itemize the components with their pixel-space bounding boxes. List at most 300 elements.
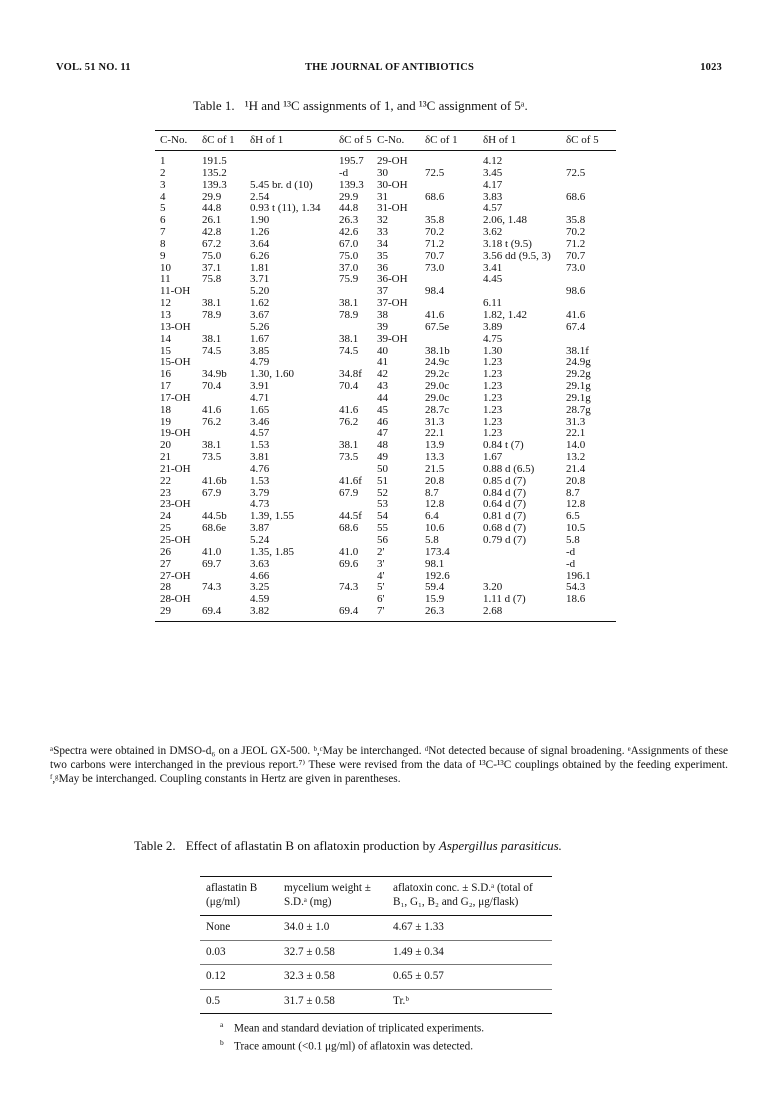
table2-body bbox=[200, 916, 552, 1013]
table-cell: 4.66 bbox=[250, 569, 270, 582]
table-cell: 1.67 bbox=[250, 332, 270, 345]
table-cell: 27 bbox=[160, 557, 171, 570]
table-cell: 3' bbox=[377, 557, 385, 570]
table-cell: 19 bbox=[160, 415, 171, 428]
table-cell: 22.1 bbox=[425, 427, 445, 440]
table-row bbox=[155, 594, 616, 606]
table-cell: 72.5 bbox=[566, 166, 586, 179]
table-cell: 39 bbox=[377, 320, 388, 333]
table1-header-right-dc5: δC of 5 bbox=[566, 134, 599, 146]
table-cell: 20 bbox=[160, 439, 171, 452]
table-cell: None bbox=[206, 921, 231, 933]
table-cell: 22 bbox=[160, 474, 171, 487]
table1-caption-text: ¹H and ¹³C assignments of 1, and ¹³C assignment of 5ᵃ. bbox=[244, 98, 528, 113]
table-cell: 26.3 bbox=[339, 214, 359, 227]
table1-bottom-rule bbox=[155, 621, 616, 622]
table-cell: 71.2 bbox=[425, 237, 445, 250]
table-cell: 54 bbox=[377, 510, 388, 523]
table-cell: 3.91 bbox=[250, 380, 270, 393]
table-row bbox=[155, 535, 616, 547]
table-cell: 20.8 bbox=[566, 474, 586, 487]
table-cell: 5.8 bbox=[566, 534, 580, 546]
table-cell: 48 bbox=[377, 439, 388, 452]
table-cell: 18 bbox=[160, 403, 171, 416]
table-cell: 73.0 bbox=[425, 261, 445, 274]
table-cell: 5.45 br. d (10) bbox=[250, 178, 313, 191]
table-row bbox=[155, 476, 616, 488]
table-cell: 5.24 bbox=[250, 534, 270, 546]
table-cell: 7 bbox=[160, 226, 166, 239]
table-cell: 2.54 bbox=[250, 190, 270, 203]
table-cell: 0.65 ± 0.57 bbox=[393, 970, 444, 982]
table-cell: 34 bbox=[377, 237, 388, 250]
table-cell: 71.2 bbox=[566, 237, 586, 250]
table2-bottom-rule bbox=[200, 1013, 552, 1014]
table-cell: 0.93 t (11), 1.34 bbox=[250, 202, 321, 215]
table-cell: 19-OH bbox=[160, 427, 191, 440]
table-cell: 3.64 bbox=[250, 237, 270, 250]
table-cell: 74.3 bbox=[202, 581, 222, 594]
table-cell: 70.7 bbox=[566, 249, 586, 262]
table-cell: 26 bbox=[160, 545, 171, 558]
table-cell: 17-OH bbox=[160, 391, 191, 404]
table-cell: 2 bbox=[160, 166, 166, 179]
table-cell: 38.1 bbox=[202, 297, 222, 310]
table-cell: 3.62 bbox=[483, 226, 503, 239]
table-cell: 1.26 bbox=[250, 226, 270, 239]
table-cell: 39-OH bbox=[377, 332, 408, 345]
table-cell: 38.1 bbox=[339, 439, 359, 452]
table-cell: 1.23 bbox=[483, 391, 503, 404]
table-row bbox=[155, 168, 616, 180]
table2-note-a-text: Mean and standard deviation of triplicated experiments. bbox=[234, 1022, 485, 1035]
table1-body bbox=[155, 156, 616, 618]
table-cell: 41.0 bbox=[339, 545, 359, 558]
table-cell: 4' bbox=[377, 569, 385, 582]
table2-col2-header-line2: S.D.ᵃ (mg) bbox=[284, 896, 332, 908]
table-cell: 3.45 bbox=[483, 166, 503, 179]
table-cell: 24.9c bbox=[425, 356, 450, 369]
table-cell: 59.4 bbox=[425, 581, 445, 594]
table-cell: 22.1 bbox=[566, 427, 586, 440]
table-cell: 8 bbox=[160, 237, 166, 250]
table1 bbox=[155, 130, 616, 622]
table-cell: 44 bbox=[377, 391, 388, 404]
table-cell: 68.6 bbox=[339, 522, 359, 535]
table-cell: 6.5 bbox=[566, 510, 580, 523]
table-cell: 139.3 bbox=[202, 178, 227, 191]
table-cell: 70.7 bbox=[425, 249, 445, 262]
table2-col2-header-line1: mycelium weight ± bbox=[284, 882, 371, 894]
table-cell: 1.23 bbox=[483, 403, 503, 416]
table-cell: 28-OH bbox=[160, 593, 191, 606]
table2-label: Table 2. bbox=[134, 838, 176, 853]
table-cell: 0.79 d (7) bbox=[483, 534, 527, 546]
table-cell: 74.5 bbox=[339, 344, 359, 357]
table-row bbox=[155, 571, 616, 583]
table-cell: 13.9 bbox=[425, 439, 445, 452]
table-row bbox=[155, 393, 616, 405]
table-row bbox=[200, 916, 552, 940]
table1-header-left-dh1: δH of 1 bbox=[250, 134, 284, 146]
table-cell: 1.23 bbox=[483, 368, 503, 381]
table2-note-b-mark: b bbox=[220, 1037, 224, 1047]
table-cell: 1.30 bbox=[483, 344, 503, 357]
table-cell: 3.25 bbox=[250, 581, 270, 594]
table-cell: 1.30, 1.60 bbox=[250, 368, 294, 381]
table-cell: 37.0 bbox=[339, 261, 359, 274]
table-cell: 37-OH bbox=[377, 297, 408, 310]
table-cell: 0.64 d (7) bbox=[483, 498, 527, 511]
table-row bbox=[155, 334, 616, 346]
table-cell: 67.5e bbox=[425, 320, 450, 333]
table-cell: 4.71 bbox=[250, 391, 270, 404]
table-cell: 6.26 bbox=[250, 249, 270, 262]
table-cell: 46 bbox=[377, 415, 388, 428]
table-cell: 5' bbox=[377, 581, 385, 594]
table-cell: 3.41 bbox=[483, 261, 503, 274]
table-cell: 78.9 bbox=[202, 308, 222, 321]
table-cell: 3.83 bbox=[483, 190, 503, 203]
table-cell: 55 bbox=[377, 522, 388, 535]
table-cell: 11 bbox=[160, 273, 171, 286]
table-cell: 49 bbox=[377, 451, 388, 464]
table-cell: 47 bbox=[377, 427, 388, 440]
table-cell: 29.0c bbox=[425, 391, 450, 404]
table-cell: 4.67 ± 1.33 bbox=[393, 921, 444, 933]
table-cell: 32.3 ± 0.58 bbox=[284, 970, 335, 982]
table-cell: 68.6 bbox=[566, 190, 586, 203]
table-cell: 37.1 bbox=[202, 261, 222, 274]
table-cell: 8.7 bbox=[425, 486, 439, 499]
table-cell: 33 bbox=[377, 226, 388, 239]
table-cell: 29.0c bbox=[425, 380, 450, 393]
page-number: 1023 bbox=[700, 62, 722, 73]
table-cell: 31.7 ± 0.58 bbox=[284, 994, 335, 1007]
table-cell: 4.17 bbox=[483, 178, 503, 191]
table2-col3-header-line2: B₁, G₁, B₂ and G₂, μg/flask) bbox=[393, 896, 519, 908]
table-cell: 3.71 bbox=[250, 273, 270, 286]
table-cell: 32 bbox=[377, 214, 388, 227]
table-cell: 5.8 bbox=[425, 534, 439, 546]
table-cell: 1.23 bbox=[483, 427, 503, 440]
running-header-volume: VOL. 51 NO. 11 bbox=[56, 62, 131, 73]
table2-note-b-text: Trace amount (<0.1 μg/ml) of aflatoxin was detected. bbox=[234, 1040, 473, 1053]
table2-caption bbox=[134, 838, 562, 854]
table2-note-b bbox=[220, 1036, 484, 1054]
table-cell: 2.68 bbox=[483, 605, 503, 618]
table-cell: 3.85 bbox=[250, 344, 270, 357]
table-cell: 1.39, 1.55 bbox=[250, 510, 294, 523]
table-cell: 14.0 bbox=[566, 439, 586, 452]
table-cell: 35.8 bbox=[425, 214, 445, 227]
table-cell: 4.79 bbox=[250, 356, 270, 369]
table-cell: 28 bbox=[160, 581, 171, 594]
table1-caption bbox=[193, 98, 528, 114]
table-cell: 192.6 bbox=[425, 569, 450, 582]
table-cell: 2.06, 1.48 bbox=[483, 214, 527, 227]
table-cell: 67.9 bbox=[202, 486, 222, 499]
table-cell: 38.1 bbox=[339, 297, 359, 310]
table-cell: 75.9 bbox=[339, 273, 359, 286]
table-cell: 196.1 bbox=[566, 569, 591, 582]
table-cell: 42.8 bbox=[202, 226, 222, 239]
table-cell: 34.9b bbox=[202, 368, 227, 381]
table1-header-left-dc1: δC of 1 bbox=[202, 134, 235, 146]
table-cell: 42 bbox=[377, 368, 388, 381]
table-cell: 6.11 bbox=[483, 297, 502, 310]
table-cell: 1.53 bbox=[250, 474, 270, 487]
table-cell: -d bbox=[566, 545, 576, 558]
table-cell: 3.18 t (9.5) bbox=[483, 237, 532, 250]
table-cell: 38.1b bbox=[425, 344, 450, 357]
table-cell: 0.68 d (7) bbox=[483, 522, 527, 535]
table-cell: 30 bbox=[377, 166, 388, 179]
table2-col3-header-line1: aflatoxin conc. ± S.D.ᵃ (total of bbox=[393, 882, 533, 894]
table-cell: 3.79 bbox=[250, 486, 270, 499]
table-cell: 98.6 bbox=[566, 285, 586, 298]
table-cell: 13.3 bbox=[425, 451, 445, 464]
table-cell: 1.53 bbox=[250, 439, 270, 452]
table1-header-right-dc1: δC of 1 bbox=[425, 134, 458, 146]
table2-notes bbox=[220, 1018, 484, 1053]
table1-header-right-dh1: δH of 1 bbox=[483, 134, 517, 146]
table-cell: 43 bbox=[377, 380, 388, 393]
table-cell: 16 bbox=[160, 368, 171, 381]
table-cell: 41.6f bbox=[339, 474, 362, 487]
table-cell: 0.03 bbox=[206, 945, 226, 958]
table-cell: 20.8 bbox=[425, 474, 445, 487]
table-cell: 26.1 bbox=[202, 214, 222, 227]
table-cell: 12 bbox=[160, 297, 171, 310]
table-cell: 0.5 bbox=[206, 994, 220, 1007]
table-cell: 37 bbox=[377, 285, 388, 298]
table-cell: 38 bbox=[377, 308, 388, 321]
table-cell: 173.4 bbox=[425, 545, 450, 558]
table1-header-right-c-no: C-No. bbox=[377, 134, 405, 146]
table-cell: 5 bbox=[160, 202, 166, 215]
table-cell: 76.2 bbox=[202, 415, 222, 428]
table-cell: 31 bbox=[377, 190, 388, 203]
table-cell: 29-OH bbox=[377, 155, 408, 167]
table-cell: 35 bbox=[377, 249, 388, 262]
table-cell: 10.5 bbox=[566, 522, 586, 535]
table-cell: 10 bbox=[160, 261, 171, 274]
table-cell: 15 bbox=[160, 344, 171, 357]
table-cell: 6.4 bbox=[425, 510, 439, 523]
table-cell: 28.7c bbox=[425, 403, 450, 416]
table-cell: 68.6 bbox=[425, 190, 445, 203]
table-cell: 41 bbox=[377, 356, 388, 369]
table-cell: 3.20 bbox=[483, 581, 503, 594]
table-cell: 41.0 bbox=[202, 545, 222, 558]
table-cell: 195.7 bbox=[339, 155, 364, 167]
table-row bbox=[155, 547, 616, 559]
table-cell: 4.75 bbox=[483, 332, 503, 345]
table-cell: 3.46 bbox=[250, 415, 270, 428]
table2 bbox=[200, 876, 552, 1014]
table-cell: 68.6e bbox=[202, 522, 227, 535]
table-cell: 74.5 bbox=[202, 344, 222, 357]
table-cell: 52 bbox=[377, 486, 388, 499]
table-row bbox=[200, 990, 552, 1014]
table-row bbox=[155, 180, 616, 192]
table-cell: 44.5f bbox=[339, 510, 362, 523]
table-cell: 78.9 bbox=[339, 308, 359, 321]
table-cell: 29.1g bbox=[566, 380, 591, 393]
table-cell: 75.0 bbox=[339, 249, 359, 262]
table-cell: 30-OH bbox=[377, 178, 408, 191]
table-cell: 1.81 bbox=[250, 261, 270, 274]
table-cell: 98.4 bbox=[425, 285, 445, 298]
table-cell: 70.2 bbox=[566, 226, 586, 239]
table-cell: 1.82, 1.42 bbox=[483, 308, 527, 321]
table-cell: Tr.ᵇ bbox=[393, 994, 409, 1007]
table-cell: 12.8 bbox=[425, 498, 445, 511]
table1-header-row bbox=[155, 131, 616, 150]
table-cell: 3 bbox=[160, 178, 166, 191]
table-cell: 14 bbox=[160, 332, 171, 345]
table-cell: 21.4 bbox=[566, 462, 586, 475]
table1-header-left-dc5: δC of 5 bbox=[339, 134, 372, 146]
table-cell: 29.9 bbox=[202, 190, 222, 203]
table-cell: 76.2 bbox=[339, 415, 359, 428]
table-cell: 8.7 bbox=[566, 486, 580, 499]
table1-label: Table 1. bbox=[193, 98, 235, 113]
table-cell: 1.90 bbox=[250, 214, 270, 227]
table-cell: 42.6 bbox=[339, 226, 359, 239]
table-cell: 4.59 bbox=[250, 593, 270, 606]
table-cell: 1 bbox=[160, 155, 166, 167]
table-cell: 4.76 bbox=[250, 462, 270, 475]
table-cell: 25 bbox=[160, 522, 171, 535]
table-cell: 3.81 bbox=[250, 451, 270, 464]
table2-header-row bbox=[200, 877, 552, 915]
table-cell: 28.7g bbox=[566, 403, 591, 416]
table-cell: 75.8 bbox=[202, 273, 222, 286]
table-cell: 56 bbox=[377, 534, 388, 546]
table-cell: 0.84 t (7) bbox=[483, 439, 524, 452]
table-cell: 67.9 bbox=[339, 486, 359, 499]
table-cell: 69.7 bbox=[202, 557, 222, 570]
table-row bbox=[155, 251, 616, 263]
table-cell: 73.5 bbox=[202, 451, 222, 464]
table-cell: 13-OH bbox=[160, 320, 191, 333]
table-cell: 3.63 bbox=[250, 557, 270, 570]
table-cell: 36-OH bbox=[377, 273, 408, 286]
table-cell: -d bbox=[339, 166, 349, 179]
table-cell: 1.49 ± 0.34 bbox=[393, 945, 444, 958]
table-cell: 36 bbox=[377, 261, 388, 274]
table-cell: 0.85 d (7) bbox=[483, 474, 527, 487]
table-cell: 0.81 d (7) bbox=[483, 510, 527, 523]
table-cell: 29.9 bbox=[339, 190, 359, 203]
table1-header-rule bbox=[155, 150, 616, 151]
table-cell: 41.6b bbox=[202, 474, 227, 487]
table-cell: 41.6 bbox=[339, 403, 359, 416]
table-cell: 6' bbox=[377, 593, 385, 606]
table-cell: 98.1 bbox=[425, 557, 445, 570]
table-cell: 21 bbox=[160, 451, 171, 464]
table-cell: 23-OH bbox=[160, 498, 191, 511]
table-cell: 23 bbox=[160, 486, 171, 499]
table-cell: 1.65 bbox=[250, 403, 270, 416]
table-cell: 38.1 bbox=[202, 439, 222, 452]
table-row bbox=[155, 606, 616, 618]
table-cell: 29 bbox=[160, 605, 171, 618]
table-cell: 41.6 bbox=[425, 308, 445, 321]
table-cell: 0.84 d (7) bbox=[483, 486, 527, 499]
table-cell: 72.5 bbox=[425, 166, 445, 179]
table-cell: 4.45 bbox=[483, 273, 503, 286]
table-cell: 38.1 bbox=[202, 332, 222, 345]
table-row bbox=[155, 322, 616, 334]
table-cell: 70.4 bbox=[202, 380, 222, 393]
table-cell: 29.2g bbox=[566, 368, 591, 381]
table-cell: 139.3 bbox=[339, 178, 364, 191]
table-cell: 74.3 bbox=[339, 581, 359, 594]
table-cell: 24 bbox=[160, 510, 171, 523]
table-cell: 31-OH bbox=[377, 202, 408, 215]
table-cell: 26.3 bbox=[425, 605, 445, 618]
table-cell: 9 bbox=[160, 249, 166, 262]
table-cell: 3.67 bbox=[250, 308, 270, 321]
table-cell: 73.0 bbox=[566, 261, 586, 274]
table-cell: 1.23 bbox=[483, 380, 503, 393]
table-cell: 21.5 bbox=[425, 462, 445, 475]
table-cell: 1.67 bbox=[483, 451, 503, 464]
table-cell: 3.89 bbox=[483, 320, 503, 333]
table-cell: 67.2 bbox=[202, 237, 222, 250]
table-cell: -d bbox=[566, 557, 576, 570]
table-row bbox=[155, 405, 616, 417]
table-cell: 10.6 bbox=[425, 522, 445, 535]
table-cell: 13.2 bbox=[566, 451, 586, 464]
table-cell: 70.2 bbox=[425, 226, 445, 239]
table-cell: 31.3 bbox=[425, 415, 445, 428]
table-cell: 25-OH bbox=[160, 534, 191, 546]
table-row bbox=[200, 941, 552, 965]
table-cell: 34.0 ± 1.0 bbox=[284, 921, 330, 933]
table-cell: 44.5b bbox=[202, 510, 227, 523]
table-cell: 29.1g bbox=[566, 391, 591, 404]
table-cell: 54.3 bbox=[566, 581, 586, 594]
table-cell: 1.23 bbox=[483, 415, 503, 428]
table-row bbox=[155, 582, 616, 594]
table-cell: 4.57 bbox=[483, 202, 503, 215]
table2-col1-header-line1: aflastatin B bbox=[206, 882, 258, 894]
table-cell: 53 bbox=[377, 498, 388, 511]
table-cell: 1.35, 1.85 bbox=[250, 545, 294, 558]
table-cell: 67.4 bbox=[566, 320, 586, 333]
table-cell: 5.20 bbox=[250, 285, 270, 298]
table-cell: 7' bbox=[377, 605, 385, 618]
table-cell: 13 bbox=[160, 308, 171, 321]
table-cell: 31.3 bbox=[566, 415, 586, 428]
table-cell: 17 bbox=[160, 380, 171, 393]
table-cell: 5.26 bbox=[250, 320, 270, 333]
table-cell: 4.57 bbox=[250, 427, 270, 440]
table-cell: 38.1 bbox=[339, 332, 359, 345]
table2-caption-organism: Aspergillus parasiticus. bbox=[438, 838, 562, 853]
table-cell: 4.73 bbox=[250, 498, 270, 511]
table1-header-left-c-no: C-No. bbox=[160, 134, 188, 146]
table-cell: 12.8 bbox=[566, 498, 586, 511]
table-cell: 32.7 ± 0.58 bbox=[284, 945, 335, 958]
table-cell: 35.8 bbox=[566, 214, 586, 227]
table-cell: 73.5 bbox=[339, 451, 359, 464]
table-row bbox=[155, 464, 616, 476]
